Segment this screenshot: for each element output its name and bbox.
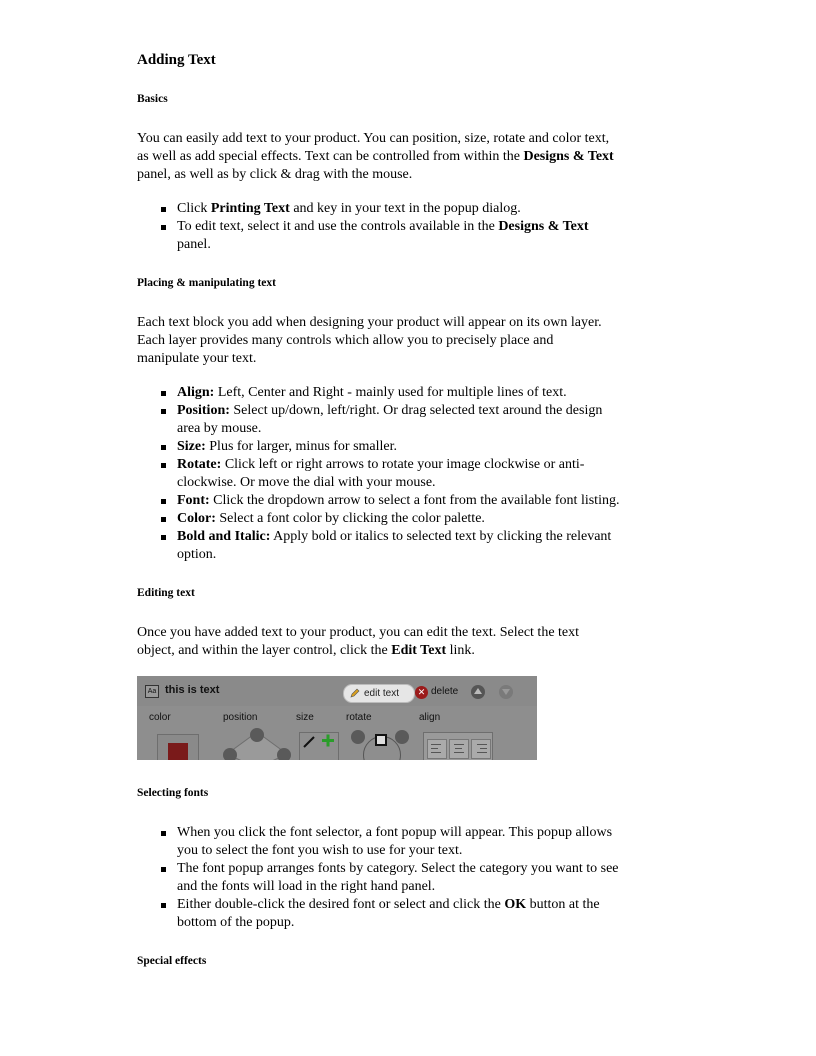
list-item: Color: Select a font color by clicking the color palette.	[137, 510, 697, 528]
list-item: Click Printing Text and key in your text in the popup dialog.	[137, 200, 697, 218]
heading-fonts: Selecting fonts	[137, 787, 209, 799]
heading-special-effects: Special effects	[137, 955, 207, 967]
dial-handle-icon[interactable]	[375, 734, 387, 746]
align-right-icon[interactable]	[471, 739, 491, 759]
pencil-icon	[350, 688, 360, 698]
list-item: Size: Plus for larger, minus for smaller.	[137, 438, 697, 456]
rotate-label: rotate	[346, 712, 372, 723]
size-control[interactable]	[299, 732, 339, 760]
placing-list	[137, 384, 697, 564]
heading-placing: Placing & manipulating text	[137, 277, 276, 289]
align-left-icon[interactable]	[427, 739, 447, 759]
basics-line: panel, as well as by click & drag with the mouse.	[137, 167, 413, 182]
editing-paragraph: Once you have added text to your product, you can edit the text. Select the text object, and within the layer control, click the Edit Text link.	[137, 625, 580, 658]
list-item: To edit text, select it and use the controls available in the Designs & Text panel.	[137, 218, 697, 254]
list-item: Position: Select up/down, left/right. Or drag selected text around the design area by mouse.	[137, 402, 697, 438]
size-label: size	[296, 712, 314, 723]
heading-basics: Basics	[137, 93, 168, 105]
page-title: Adding Text	[137, 52, 216, 68]
basics-paragraph	[137, 130, 697, 184]
layer-title: this is text	[165, 684, 220, 696]
rotate-left-icon[interactable]	[351, 730, 365, 744]
position-label: position	[223, 712, 258, 723]
list-item: Rotate: Click left or right arrows to rotate your image clockwise or anti- clockwise. Or move the dial with your mouse.	[137, 456, 697, 492]
text-layer-icon: Aa	[145, 685, 159, 698]
size-minus-plus-icon	[300, 733, 338, 760]
align-control[interactable]	[423, 732, 493, 760]
color-picker[interactable]	[157, 734, 199, 760]
delete-icon[interactable]: ✕	[415, 686, 428, 699]
edit-text-button[interactable]	[343, 684, 415, 703]
arrow-up-icon[interactable]	[250, 728, 264, 742]
basics-line: You can easily add text to your product. You can position, size, rotate and color text,	[137, 131, 610, 146]
heading-editing: Editing text	[137, 587, 195, 599]
color-label: color	[149, 712, 171, 723]
delete-link[interactable]: delete	[431, 686, 459, 697]
fonts-list	[137, 824, 697, 932]
list-item: Font: Click the dropdown arrow to select a font from the available font listing.	[137, 492, 697, 510]
placing-paragraph: Each text block you add when designing your product will appear on its own layer. Each layer provides many controls which allow you to precisely place and manipulate your text.	[137, 315, 602, 366]
list-item: When you click the font selector, a font popup will appear. This popup allows you to select the font you wish to use for your text.	[137, 824, 697, 860]
align-label: align	[419, 712, 441, 723]
arrow-left-icon[interactable]	[223, 748, 237, 760]
move-up-icon[interactable]	[471, 685, 485, 699]
move-down-icon[interactable]	[499, 685, 513, 699]
arrow-right-icon[interactable]	[277, 748, 291, 760]
color-swatch	[168, 743, 188, 760]
layer-control-screenshot	[137, 676, 537, 760]
list-item: Align: Left, Center and Right - mainly used for multiple lines of text.	[137, 384, 697, 402]
basics-line: as well as add special effects. Text can be controlled from within the Designs & Text	[137, 149, 614, 164]
list-item: The font popup arranges fonts by category. Select the category you want to see and the fonts will load in the right hand panel.	[137, 860, 697, 896]
basics-list	[137, 200, 697, 254]
rotate-control[interactable]	[351, 730, 411, 760]
rotate-right-icon[interactable]	[395, 730, 409, 744]
list-item: Bold and Italic: Apply bold or italics to selected text by clicking the relevant option.	[137, 528, 697, 564]
list-item: Either double-click the desired font or select and click the OK button at the bottom of the popup.	[137, 896, 697, 932]
edit-text-label: edit text	[364, 688, 400, 699]
position-control[interactable]	[221, 728, 293, 760]
align-center-icon[interactable]	[449, 739, 469, 759]
